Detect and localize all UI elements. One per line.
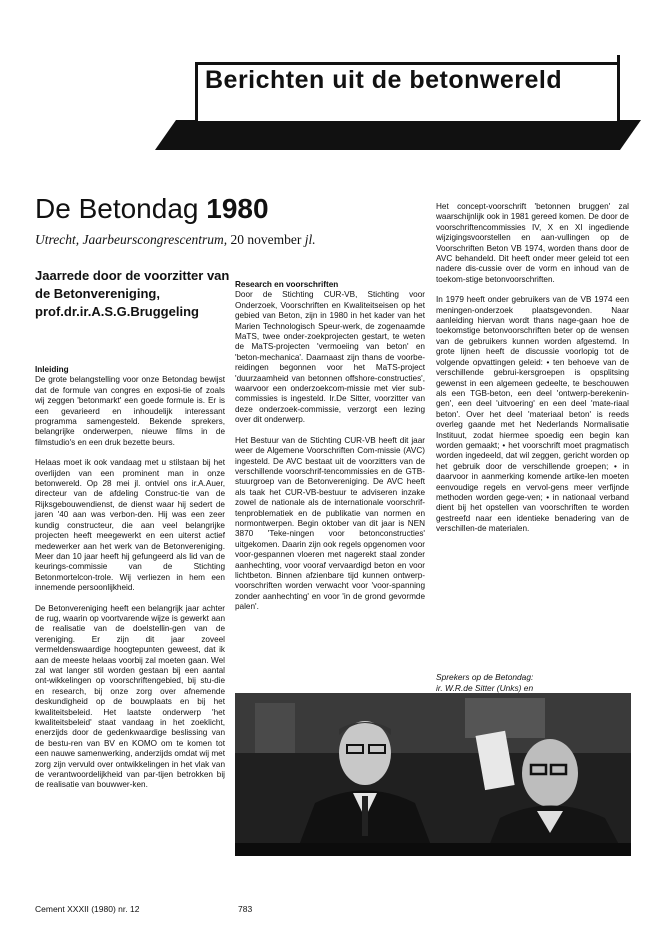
speakers-photo-illustration [235, 693, 631, 856]
journal-reference: Cement XXXII (1980) nr. 12 [35, 904, 140, 914]
paragraph: Het Bestuur van de Stichting CUR-VB heeft dit jaar weer de Algemene Voorschriften Com-missie (AVC) ingesteld. De AVC bestaat uit de voorzitters van de verschillende voorschrif-tencommissies en de GTB-stuurgroep van de Betonvereniging. De AVC heeft als taak het CUR-VB-bestuur te adviseren inzake zowel de nationale als de internationale voorschrif-tenproblematiek en de publikatie van normen en normontwerpen. Begin oktober van dit jaar is NEN 3870 'Teke-ningen voor betonconstructies' uitgekomen. Daarin zijn ook regels opgenomen voor voor-gespannen vloeren met nagerekt staal zonder aanhechting, voor vooraf vervaardigd beton en voor lichtbeton. Binnen afzienbare tijd kunnen ontwerp-voorschriften worden verwacht voor 'voor-spanning zonder aanhechting' en voor 'in de grond gevormde palen'. [235, 435, 425, 612]
paragraph: De grote belangstelling voor onze Betondag bewijst dat de formule van congres en exposi-tie of zoals wij zeggen 'betonmarkt' een goede formule is. Er is een gevarieerd en inhoudelijk interessant programma samengesteld. Bekende sprekers, belangrijke onderwerpen, nieuwe films in de filmstudio's en een druk bezette beurs. [35, 375, 225, 447]
article-subtitle [35, 232, 316, 248]
subtitle-place: Utrecht, Jaarbeurscongrescentrum, [35, 232, 231, 247]
column-2 [235, 280, 425, 623]
paragraph: De Betonvereniging heeft een belangrijk jaar achter de rug, waarin op voortvarende wijze is gewerkt aan de realisatie van de doelstellin-gen van de vereniging. Er zijn dit jaar zoveel vermeldenswaardige hoogtepunten geweest, dat ik aan de meeste helaas voorbij zal moeten gaan. Wel zal wat langer stil worden gestaan bij een aantal ont-wikkelingen op voorschriftengebied, bij stu-die en research, bij onze zorg over afnemende deskundigheid op de bouwplaats en bij het kwaliteitsbeleid. Het laatste onderwerp 'het kwaliteitsbeleid' staat vandaag in het zoeklicht, enerzijds door de gedenkwaardige beslissing van de bestu-ren van BV en KOMO om te komen tot een nauwe samenwerking, anderzijds omdat wij met zorg zijn vervuld over ontwikkelingen in het vlak van de verantwoordelijkheid van par-tijen betrokken bij de realisatie van bouwwer-ken. [35, 603, 225, 790]
banner-title: Berichten uit de betonwereld [205, 66, 563, 94]
column-1 [35, 365, 225, 801]
caption-line: Sprekers op de Betondag: [436, 672, 534, 682]
subtitle-suffix: jl. [301, 232, 316, 247]
article-title-text: De Betondag [35, 193, 207, 224]
subtitle-date: 20 november [230, 232, 302, 247]
page-number: 783 [238, 904, 253, 914]
caption-line: ir. W.R.de Sitter (Unks) en [436, 682, 534, 693]
section-heading-inleiding: Inleiding [35, 365, 69, 374]
section-heading-research: Research en voorschriften [235, 280, 339, 289]
speakers-photo [235, 693, 631, 856]
column-3 [436, 202, 629, 545]
article-heading: Jaarrede door de voorzitter van de Betonvereniging, prof.dr.ir.A.S.G.Bruggeling [35, 268, 230, 319]
paragraph: Helaas moet ik ook vandaag met u stilstaan bij het overlijden van een prominent man in onze betonwereld. Op 28 mei jl. ontviel ons ir.A.Auer, directeur van de afdeling Construc-tie van de Rijksgebouwendienst, de dienst waar hij sedert de jaren '40 aan was verbon-den. Hij was een zeer kundig constructeur, die aan veel belangrijke projecten heeft meegewerkt en een uiterst actief medewerker aan het werk van de Betonvereniging. Meer dan 10 jaar heeft hij gefungeerd als lid van de keurings-commissie van de Stichting Betonmortelcon-trole. Wij verliezen in hem een innemende persoonlijkheid. [35, 458, 225, 593]
paragraph: Door de Stichting CUR-VB, Stichting voor Onderzoek, Voorschriften en Kwaliteitseisen op het gebied van Beton, zijn in 1980 in het kader van het Marien Technologisch Speur-werk, de zogenaamde MaTS, twee onder-zoekprojecten gestart, te weten de MaTS-projecten 'vermoeiing van beton' en 'beton-mechanica'. Daarnaast zijn thans de voorbe-reidingen begonnen voor het MaTS-project 'duurzaamheid van betonnen offshore-constructies', waarvoor een onderzoekcom-missie met vier sub-commissies is ingesteld. Ir.De Sitter, voorzitter van deze onderzoek-commissie, verzorgt een lezing over dit onderwerp. [235, 290, 425, 425]
paragraph: Het concept-voorschrift 'betonnen bruggen' zal waarschijnlijk ook in 1981 gereed komen. De door de voorschriftencommissies IV, X en XI ingediende wijzigingsvoorstellen en aan-vullingen op de Voorschriften Beton VB 1974, worden thans door de AVC behandeld. Dit heeft onder meer geleid tot een nadere dis-cussie over de vorm en inhoud van de toekom-stige betonvoorschriften. [436, 202, 629, 284]
article-title [35, 193, 269, 225]
banner-right-rule [617, 55, 620, 150]
banner-shadow [155, 120, 641, 150]
article-title-year: 1980 [206, 193, 269, 224]
paragraph: In 1979 heeft onder gebruikers van de VB 1974 een meningen-onderzoek plaatsgevonden. Naar aanleiding hiervan wordt thans nage-gaan hoe de toekomstige betonvoorschriften beter op de wensen van de gebruikers kunnen worden afgestemd. In grote lijnen heeft de discussie voorlopig tot de volgende opvattingen geleid: • ten behoeve van de verschillende gebrui-kersgroepen is opsplitsing gewenst in een algemeen gedeelte, te beschouwen als een TGB-beton, een deel 'ontwerp-berekenin-gen', een deel 'uitvoering' en een deel 'mate-riaal beton'. Over het deel 'materiaal beton' is reeds overleg gaande met het Nederlands Normalisatie Instituut, zodat hiermee spoedig een begin kan worden gemaakt; • het voorschrift moet pragmatisch worden ingedeeld, dat wil zeggen, gericht worden op het gebruik door de verschillende groepen; • in daarvoor in aanmerking komende artike-len moeten eenvoudige regels en vervol-gens meer verfijnde methoden worden gege-ven; • in nationaal verband dient bij het opstellen van voorschriften te worden gestreefd naar een identieke benadering van de verschillen-de materialen. [436, 295, 629, 534]
